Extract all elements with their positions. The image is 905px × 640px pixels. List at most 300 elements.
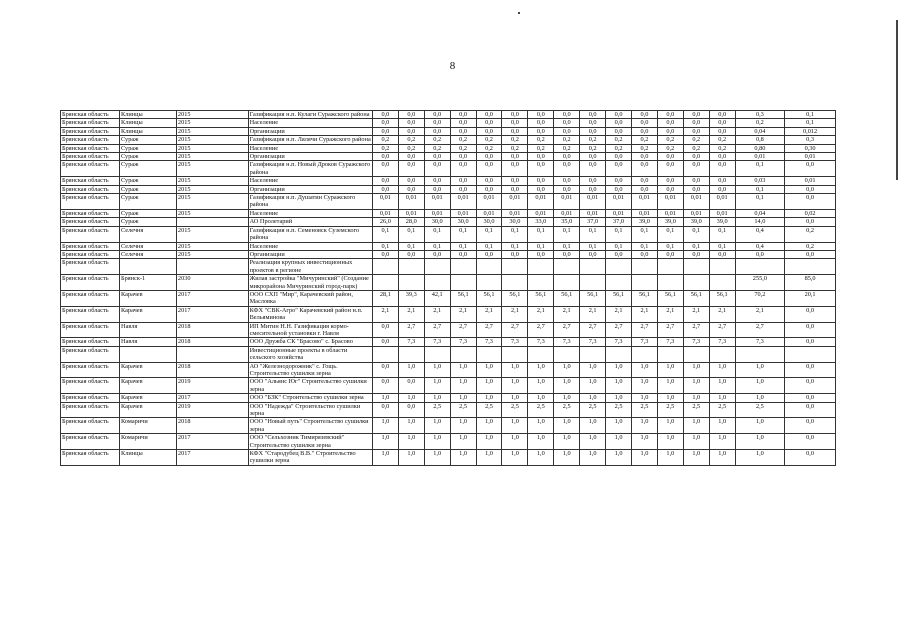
value-cell: 0,03 [735, 177, 785, 185]
value-cell: 7,3 [398, 338, 424, 346]
value-cell: 0,1 [606, 242, 632, 250]
value-cell: 1,0 [502, 434, 528, 450]
value-cell: 0,2 [372, 136, 398, 144]
value-cell: 0,0 [657, 127, 683, 135]
year-cell: 2015 [176, 136, 248, 144]
year-cell: 2015 [176, 161, 248, 177]
table-row [61, 378, 836, 394]
value-cell: 0,0 [476, 127, 502, 135]
value-cell: 0,0 [785, 378, 836, 394]
value-cell: 1,0 [683, 378, 709, 394]
region-cell: Брянская область [61, 144, 120, 152]
district-cell: Клинцы [120, 450, 177, 466]
value-cell: 2,7 [735, 322, 785, 338]
value-cell: 1,0 [398, 450, 424, 466]
value-cell: 2,5 [580, 402, 606, 418]
value-cell: 28,0 [398, 218, 424, 226]
value-cell: 0,0 [554, 153, 580, 161]
district-cell [120, 346, 177, 362]
value-cell: 0,0 [683, 119, 709, 127]
project-name-cell: Газификация н.п. Семеновск Суземского района [248, 226, 372, 242]
value-cell: 0,0 [450, 185, 476, 193]
value-cell: 1,0 [554, 378, 580, 394]
value-cell: 0,3 [785, 136, 836, 144]
region-cell: Брянская область [61, 250, 120, 258]
region-cell: Брянская область [61, 161, 120, 177]
value-cell: 1,0 [450, 418, 476, 434]
district-cell: Карачев [120, 394, 177, 402]
value-cell: 1,0 [709, 418, 735, 434]
value-cell: 2,7 [657, 322, 683, 338]
project-name-cell: ООО "Альянс Юг" Строительство сушилки зерна [248, 378, 372, 394]
value-cell: 0,0 [632, 111, 658, 119]
table-row [61, 185, 836, 193]
value-cell: 1,0 [424, 418, 450, 434]
value-cell: 0,0 [580, 119, 606, 127]
value-cell: 1,0 [657, 362, 683, 378]
year-cell: 2015 [176, 111, 248, 119]
value-cell: 0,02 [785, 209, 836, 217]
district-cell: Карачев [120, 362, 177, 378]
value-cell: 0,01 [372, 209, 398, 217]
value-cell: 2,7 [606, 322, 632, 338]
region-cell: Брянская область [61, 338, 120, 346]
district-cell: Клинцы [120, 119, 177, 127]
value-cell: 1,0 [424, 450, 450, 466]
value-cell: 1,0 [735, 362, 785, 378]
value-cell: 0,1 [554, 242, 580, 250]
value-cell: 0,2 [398, 144, 424, 152]
value-cell: 1,0 [450, 450, 476, 466]
value-cell: 1,0 [709, 378, 735, 394]
district-cell: Сураж [120, 144, 177, 152]
value-cell: 0,0 [476, 185, 502, 193]
district-cell: Сураж [120, 136, 177, 144]
value-cell: 56,1 [476, 290, 502, 306]
district-cell: Селечня [120, 242, 177, 250]
value-cell: 30,0 [502, 218, 528, 226]
value-cell [398, 259, 424, 275]
value-cell: 0,0 [785, 362, 836, 378]
value-cell: 0,0 [632, 153, 658, 161]
value-cell: 2,1 [398, 306, 424, 322]
value-cell: 30,0 [450, 218, 476, 226]
value-cell: 0,0 [398, 185, 424, 193]
year-cell: 2015 [176, 177, 248, 185]
value-cell: 1,0 [398, 394, 424, 402]
value-cell: 0,2 [372, 144, 398, 152]
year-cell [176, 259, 248, 275]
value-cell: 2,5 [424, 402, 450, 418]
value-cell: 0,0 [709, 127, 735, 135]
region-cell: Брянская область [61, 259, 120, 275]
value-cell: 2,1 [528, 306, 554, 322]
value-cell: 0,01 [785, 177, 836, 185]
district-cell: Клинцы [120, 111, 177, 119]
value-cell: 0,2 [606, 144, 632, 152]
value-cell: 1,0 [606, 394, 632, 402]
district-cell: Селечня [120, 250, 177, 258]
scan-edge-mark [896, 20, 898, 180]
value-cell: 0,1 [372, 242, 398, 250]
value-cell: 0,01 [709, 194, 735, 210]
value-cell: 0,0 [372, 185, 398, 193]
value-cell: 1,0 [632, 362, 658, 378]
year-cell: 2017 [176, 434, 248, 450]
value-cell [657, 275, 683, 291]
value-cell: 0,0 [580, 250, 606, 258]
value-cell: 0,2 [580, 144, 606, 152]
value-cell: 0,1 [632, 226, 658, 242]
table-row [61, 418, 836, 434]
district-cell [120, 259, 177, 275]
value-cell: 0,1 [398, 226, 424, 242]
value-cell: 0,0 [372, 161, 398, 177]
value-cell: 42,1 [424, 290, 450, 306]
value-cell: 35,0 [554, 218, 580, 226]
table-row [61, 306, 836, 322]
value-cell: 0,0 [554, 250, 580, 258]
value-cell: 1,0 [398, 362, 424, 378]
value-cell: 0,0 [372, 177, 398, 185]
value-cell: 0,2 [528, 144, 554, 152]
value-cell: 0,0 [580, 185, 606, 193]
table-row [61, 177, 836, 185]
value-cell [502, 259, 528, 275]
value-cell: 0,01 [528, 209, 554, 217]
value-cell: 0,01 [372, 194, 398, 210]
region-cell: Брянская область [61, 119, 120, 127]
value-cell [528, 259, 554, 275]
value-cell: 2,7 [450, 322, 476, 338]
value-cell: 0,04 [735, 209, 785, 217]
value-cell: 2,1 [424, 306, 450, 322]
year-cell: 2017 [176, 290, 248, 306]
value-cell: 1,0 [657, 378, 683, 394]
value-cell: 0,0 [528, 250, 554, 258]
year-cell: 2015 [176, 209, 248, 217]
value-cell: 7,3 [632, 338, 658, 346]
value-cell: 0,01 [580, 194, 606, 210]
year-cell: 2019 [176, 378, 248, 394]
value-cell: 1,0 [580, 418, 606, 434]
value-cell: 39,3 [398, 290, 424, 306]
value-cell: 0,0 [580, 127, 606, 135]
value-cell: 1,0 [735, 394, 785, 402]
project-name-cell: ИП Митин Н.Н. Газификация кормо-смесительной установки г. Навля [248, 322, 372, 338]
table-row [61, 322, 836, 338]
value-cell: 0,0 [476, 177, 502, 185]
value-cell: 56,1 [554, 290, 580, 306]
district-cell: Навля [120, 338, 177, 346]
value-cell: 0,0 [657, 161, 683, 177]
project-name-cell: АО Пролетарий [248, 218, 372, 226]
value-cell: 0,30 [785, 144, 836, 152]
value-cell: 0,0 [709, 161, 735, 177]
value-cell [476, 275, 502, 291]
value-cell: 0,1 [450, 242, 476, 250]
value-cell: 56,1 [580, 290, 606, 306]
value-cell: 0,01 [502, 194, 528, 210]
project-name-cell: КФХ "СВК-Агро" Карачевский район н.п. Вельяминова [248, 306, 372, 322]
value-cell: 2,1 [632, 306, 658, 322]
value-cell: 0,0 [398, 250, 424, 258]
value-cell: 0,1 [657, 242, 683, 250]
value-cell: 0,01 [424, 194, 450, 210]
value-cell: 0,0 [502, 119, 528, 127]
district-cell: Сураж [120, 194, 177, 210]
value-cell: 0,0 [372, 338, 398, 346]
value-cell: 2,7 [580, 322, 606, 338]
value-cell: 0,0 [398, 127, 424, 135]
value-cell: 255,0 [735, 275, 785, 291]
value-cell: 1,0 [554, 450, 580, 466]
project-name-cell: АО "Железнодорожник" с. Гощь. Строительство сушилки зерна [248, 362, 372, 378]
value-cell: 2,5 [450, 402, 476, 418]
value-cell: 2,5 [735, 402, 785, 418]
value-cell: 0,01 [398, 194, 424, 210]
value-cell: 56,1 [502, 290, 528, 306]
value-cell: 0,0 [450, 177, 476, 185]
region-cell: Брянская область [61, 209, 120, 217]
value-cell: 0,2 [502, 144, 528, 152]
value-cell: 0,0 [398, 153, 424, 161]
table-row [61, 194, 836, 210]
value-cell: 1,0 [528, 378, 554, 394]
region-cell: Брянская область [61, 136, 120, 144]
value-cell: 2,7 [502, 322, 528, 338]
value-cell: 7,3 [450, 338, 476, 346]
value-cell [709, 346, 735, 362]
value-cell: 0,0 [785, 161, 836, 177]
value-cell: 0,0 [606, 177, 632, 185]
value-cell: 1,0 [606, 378, 632, 394]
year-cell: 2018 [176, 418, 248, 434]
value-cell: 0,0 [450, 161, 476, 177]
value-cell: 0,1 [450, 226, 476, 242]
value-cell: 0,0 [606, 250, 632, 258]
value-cell: 0,1 [709, 242, 735, 250]
project-name-cell: Население [248, 119, 372, 127]
value-cell: 0,0 [657, 250, 683, 258]
value-cell: 0,0 [372, 250, 398, 258]
project-name-cell: ООО "Сельхозник Тимирязевский" Строительство сушилки зерна [248, 434, 372, 450]
value-cell: 0,0 [528, 127, 554, 135]
table-row [61, 250, 836, 258]
project-name-cell: Население [248, 242, 372, 250]
value-cell: 0,01 [476, 194, 502, 210]
year-cell: 2018 [176, 322, 248, 338]
project-name-cell: Население [248, 144, 372, 152]
value-cell: 0,0 [476, 250, 502, 258]
value-cell: 0,01 [632, 194, 658, 210]
value-cell [398, 346, 424, 362]
project-name-cell: ООО "Надежда" Строительство сушилки зерна [248, 402, 372, 418]
value-cell [372, 259, 398, 275]
table-row [61, 119, 836, 127]
value-cell: 7,3 [683, 338, 709, 346]
value-cell: 0,0 [554, 161, 580, 177]
value-cell: 0,0 [398, 119, 424, 127]
region-cell: Брянская область [61, 306, 120, 322]
value-cell: 0,0 [424, 185, 450, 193]
district-cell: Сураж [120, 161, 177, 177]
value-cell: 2,1 [735, 306, 785, 322]
value-cell: 1,0 [476, 362, 502, 378]
value-cell: 0,0 [528, 177, 554, 185]
value-cell: 2,7 [398, 322, 424, 338]
value-cell: 0,01 [657, 209, 683, 217]
value-cell: 1,0 [632, 450, 658, 466]
value-cell [580, 346, 606, 362]
district-cell: Карачев [120, 402, 177, 418]
value-cell: 0,0 [424, 177, 450, 185]
value-cell: 0,0 [502, 127, 528, 135]
project-name-cell: Население [248, 209, 372, 217]
value-cell: 0,1 [580, 242, 606, 250]
region-cell: Брянская область [61, 434, 120, 450]
value-cell: 0,2 [785, 226, 836, 242]
value-cell: 0,1 [709, 226, 735, 242]
value-cell: 0,2 [606, 136, 632, 144]
value-cell: 1,0 [476, 434, 502, 450]
value-cell: 0,0 [606, 119, 632, 127]
value-cell: 0,0 [424, 161, 450, 177]
value-cell: 0,0 [683, 161, 709, 177]
value-cell: 0,0 [580, 177, 606, 185]
year-cell: 2019 [176, 402, 248, 418]
district-cell: Карачев [120, 306, 177, 322]
value-cell: 2,5 [528, 402, 554, 418]
value-cell: 0,0 [528, 185, 554, 193]
region-cell: Брянская область [61, 153, 120, 161]
value-cell: 0,01 [398, 209, 424, 217]
value-cell: 7,3 [657, 338, 683, 346]
district-cell: Карачев [120, 290, 177, 306]
value-cell: 0,0 [657, 119, 683, 127]
value-cell [528, 275, 554, 291]
value-cell [424, 275, 450, 291]
year-cell: 2018 [176, 338, 248, 346]
project-name-cell: КФХ "Стародубец В.В." Строительство сушилки зерна [248, 450, 372, 466]
value-cell: 2,1 [709, 306, 735, 322]
value-cell: 0,0 [785, 250, 836, 258]
value-cell: 2,1 [606, 306, 632, 322]
value-cell: 56,1 [632, 290, 658, 306]
value-cell: 0,0 [580, 111, 606, 119]
value-cell: 0,1 [657, 226, 683, 242]
value-cell: 0,0 [528, 153, 554, 161]
region-cell: Брянская область [61, 322, 120, 338]
value-cell: 1,0 [450, 434, 476, 450]
value-cell [450, 275, 476, 291]
value-cell: 1,0 [528, 434, 554, 450]
value-cell: 1,0 [502, 362, 528, 378]
value-cell: 0,0 [785, 394, 836, 402]
value-cell: 0,0 [785, 322, 836, 338]
district-cell: Сураж [120, 209, 177, 217]
value-cell [785, 346, 836, 362]
project-name-cell: Организации [248, 127, 372, 135]
value-cell: 0,01 [580, 209, 606, 217]
value-cell: 1,0 [554, 362, 580, 378]
page-number: 8 [449, 60, 456, 72]
project-name-cell: Организации [248, 153, 372, 161]
value-cell: 1,0 [709, 434, 735, 450]
value-cell: 1,0 [450, 362, 476, 378]
year-cell: 2015 [176, 144, 248, 152]
value-cell: 0,0 [372, 362, 398, 378]
value-cell: 0,0 [502, 153, 528, 161]
value-cell: 2,5 [606, 402, 632, 418]
value-cell: 2,5 [657, 402, 683, 418]
value-cell: 1,0 [372, 434, 398, 450]
value-cell: 1,0 [606, 362, 632, 378]
value-cell: 1,0 [528, 418, 554, 434]
value-cell: 0,1 [424, 242, 450, 250]
value-cell: 0,0 [398, 161, 424, 177]
year-cell: 2015 [176, 153, 248, 161]
value-cell: 39,0 [709, 218, 735, 226]
value-cell: 0,0 [709, 250, 735, 258]
value-cell [683, 275, 709, 291]
value-cell: 56,1 [528, 290, 554, 306]
value-cell: 0,0 [554, 119, 580, 127]
value-cell: 1,0 [398, 434, 424, 450]
value-cell [580, 259, 606, 275]
year-cell: 2017 [176, 394, 248, 402]
project-name-cell: Население [248, 177, 372, 185]
value-cell: 0,0 [476, 161, 502, 177]
value-cell: 0,1 [580, 226, 606, 242]
value-cell: 0,0 [785, 450, 836, 466]
scan-dot-mark [518, 12, 520, 14]
value-cell: 1,0 [632, 378, 658, 394]
value-cell [372, 275, 398, 291]
value-cell: 0,0 [476, 111, 502, 119]
value-cell: 2,5 [709, 402, 735, 418]
value-cell: 20,1 [785, 290, 836, 306]
region-cell: Брянская область [61, 111, 120, 119]
value-cell: 0,0 [528, 161, 554, 177]
value-cell: 0,1 [606, 226, 632, 242]
table-row [61, 111, 836, 119]
value-cell: 0,0 [657, 185, 683, 193]
value-cell [476, 346, 502, 362]
value-cell: 39,0 [657, 218, 683, 226]
value-cell [657, 346, 683, 362]
value-cell: 0,2 [735, 119, 785, 127]
value-cell: 1,0 [606, 450, 632, 466]
value-cell: 0,0 [606, 153, 632, 161]
value-cell: 0,0 [372, 127, 398, 135]
investment-projects-table [60, 110, 836, 466]
value-cell: 2,1 [476, 306, 502, 322]
value-cell [606, 259, 632, 275]
value-cell: 0,0 [683, 111, 709, 119]
region-cell: Брянская область [61, 185, 120, 193]
value-cell: 0,0 [683, 127, 709, 135]
value-cell: 1,0 [683, 450, 709, 466]
table-row [61, 226, 836, 242]
value-cell: 0,0 [735, 250, 785, 258]
value-cell: 0,0 [580, 161, 606, 177]
project-name-cell: Газификация н.п. Лялячи Суражского района [249, 136, 371, 144]
value-cell: 1,0 [709, 394, 735, 402]
value-cell: 1,0 [606, 434, 632, 450]
value-cell: 0,1 [735, 161, 785, 177]
value-cell: 0,0 [502, 111, 528, 119]
